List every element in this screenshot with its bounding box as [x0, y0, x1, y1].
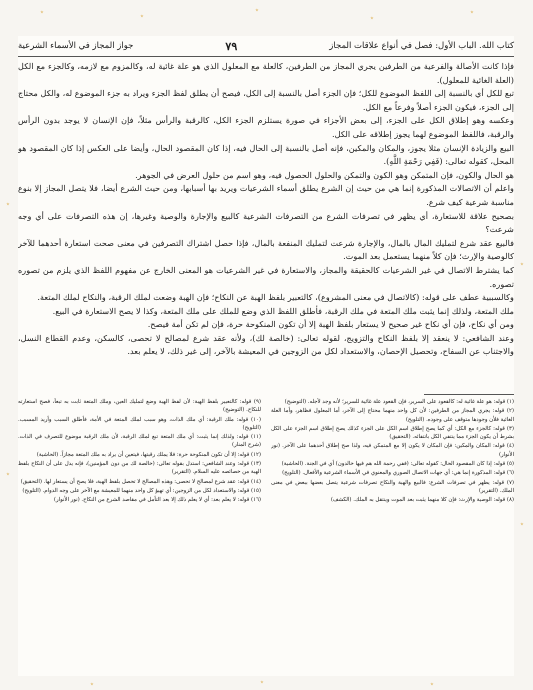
body-line: واعلم أن الاتصالات المذكورة إنما هي من حيث إن الشرع يطلق أسماء الشرعيات ويريد بها أسبابها، ومن حيث الشرع أيضا، فلا يتصل المجاز إلا بنوع مناسبة شرعية كيف شرع. [18, 183, 514, 207]
footnote: (٨) قوله: الوصية والإرث: فإن كلا منهما يثبت بعد الموت وينتقل به الملك. (الكشف) [330, 497, 514, 504]
watermark-mark: ٭ [370, 14, 374, 22]
watermark-mark: ٭ [260, 678, 264, 686]
page-number: ٧٩ [225, 39, 238, 53]
body-line: بصحيح علاقة للاستعارة، أي يظهر في تصرفات الشرع من التصرفات الشرعية كالبيع والإجارة والوصية وغيرها، إن هذه التصرفات على أي وجه شرعت؟ [18, 210, 514, 235]
footnote: (٩) قوله: كالتعبير بلفظ الهبة: لأن لفظ الهبة وضع لتمليك العين، وملك المتعة ثابت به تبعاً، فصح استعارته للنكاح. (التوضيح) [18, 399, 261, 414]
footnote: (١٢) قوله: إلا أن تكون المنكوحة حرة: فلا يملك رقبتها، فيتعين أن يراد به ملك المتعة مجازاً. (الحاشية) [36, 451, 261, 458]
body-line: تبع للكل أي بالنسبة إلى اللفظ الموضوع للكل؛ فإن الجزء أصل بالنسبة إلى الكل، فيصح أن يطلق لفظ الجزء ويراد به جزء الموضوع له، والكل محتاج إلى الجزء، فيكون الجزء أصلاً وفرعاً مع الكل. [18, 88, 514, 112]
footnote: (٤) قوله: المكان والمكين: فإن المكان لا يكون إلا مع المتمكن فيه، ولذا صح إطلاق أحدهما على الآخر. (نور الأنوار) [271, 443, 514, 458]
body-line: فالبيع عقد شرع لتمليك المال بالمال، والإجارة شرعت لتمليك المنفعة بالمال، فإذا حصل اشتراك التصرفين في معنى صحت استعارة أحدهما للآخر كالوصية والإرث؛ فإن كلاً منهما يستعمل بعد الموت. [18, 237, 514, 262]
footnote: (١٦) قوله: لا يعلم بعد: أي لا يعلم ذلك إلا بعد التأمل في مقاصد الشرع من النكاح. (نور الأنوار) [53, 497, 261, 504]
body-line: البيع والزيادة الإنسان مثلا يجوز، والمكان والمكين، فإنه أصل بالنسبة إلى الحال فيه، إذا كان المقصود الحال، وأيضا على العكس إذا كان المقصود هو المحل، كقوله تعالى: (فَفِي رَحْمَةِ اللَّهِ). [18, 142, 514, 167]
watermark-mark: ٭ [6, 200, 10, 208]
watermark-mark: ٭ [90, 680, 94, 688]
running-head-right: كتاب الله. الباب الأول: فصل في أنواع علاقات المجاز [329, 41, 514, 51]
footnote: (٧) قوله: يظهر في تصرفات الشرع: فالبيع والهبة والنكاح تصرفات شرعية يتصل بعضها ببعض في معنى الملك. (التقرير) [271, 479, 514, 494]
running-head-left: جواز المجاز في الأسماء الشرعية [18, 41, 134, 51]
body-line: هو الحال والكون، فإن المتمكن وهو الكون والتمكن والحلول الحصول فيه، وهو اسم من حلول العرض في الجوهر. [135, 169, 514, 180]
body-line: وعكسه وهو إطلاق الكل على الجزء، إلى بعض الأجزاء في صورة يستلزم الجزء الكل، كالرقبة والرأس مثلاً، فإن الإنسان لا يوجد بدون الرأس والرقبة، فاللفظ الموضوع لهما يجوز إطلاقه على الكل. [18, 115, 514, 139]
watermark-mark: ٭ [6, 470, 10, 478]
footnote-divider [424, 394, 514, 395]
footnote: (١٤) قوله: عقد شرع لمصالح لا تحصى: وهذه المصالح لا تحصل بلفظ الهبة، فلا يصح أن يستعار لها. (التحقيق) [20, 478, 261, 485]
footnotes [18, 398, 514, 668]
footnote: (٦) قوله: المذكورة إنما هي: أي جهات الاتصال الصوري والمعنوي في الأسماء الشرعية والأفعال. (التلويح) [282, 470, 514, 477]
main-text [18, 60, 514, 390]
footnote: (١) قوله: هو علة غائية له: كالقعود على السرير، فإن القعود علة غائية للسرير؛ لأنه وجد لأجله. (التوضيح) [284, 399, 514, 405]
watermark-mark: ٭ [255, 6, 259, 14]
footnote: (١٠) قوله: ملك الرقبة: أي ملك الذات، وهو سبب لملك المتعة في الأمة، فأطلق السبب وأريد المسبب. (التلويح) [18, 416, 261, 431]
watermark-mark: ٭ [520, 520, 524, 528]
footnote: (٢) قوله: يجري المجاز من الطرفين: لأن كل واحد منهما محتاج إلى الآخر، أما المعلول فظاهر، وأما العلة الغائية فلأن وجودها متوقف على وجوده. (التلويح) [271, 408, 514, 423]
footnote: (٥) قوله: إذا كان المقصود الحال: كقوله تعالى: (ففي رحمة الله هم فيها خالدون) أي في الجنة. (الحاشية) [281, 461, 514, 468]
footnote: (٣) قوله: كالجزء مع الكل: أي كما يصح إطلاق اسم الكل على الجزء كذلك يصح إطلاق اسم الجزء على الكل بشرط أن يكون الجزء مما ينتفي الكل بانتفائه. (التحقيق) [271, 425, 514, 441]
footnote: (١١) قوله: ولذلك إنما يثبت: أي ملك المتعة تبع لملك الرقبة، لأن ملك الرقبة موضوع للتصرف في الذات. (شرح المنار) [18, 434, 261, 449]
body-line: ملك المتعة، ولذلك إنما يثبت ملك المتعة في ملك الرقبة، فأطلق اللفظ الذي وضع للملك على ملك المتعة، وكذا لا يصح الاستعارة في البيع. [52, 305, 514, 316]
body-line: كما يشترط الاتصال في غير الشرعيات كالحقيقة والمجاز، والاستعارة في غير الشرعيات هو المعنى الخارج عن مفهوم اللفظ الذي يلزم من تصوره تصوره. [18, 264, 514, 289]
page-header [18, 36, 514, 57]
watermark-mark: ٭ [140, 12, 144, 20]
body-line: فإذا كانت الأصالة والفرعية من الطرفين يجري المجاز من الطرفين، كالعلة مع المعلول الذي هو علة غائية له، وكالمزوم مع لازمه، وكالجزء مع الكل (العلة الغائية للمعلول). [18, 61, 514, 85]
watermark-mark: ٭ [520, 260, 524, 268]
watermark-mark: ٭ [40, 8, 44, 16]
body-line: وكالسببية عطف على قوله: (كالاتصال في معنى المشروع)، كالتعبير بلفظ الهبة عن النكاح؛ فإن الهبة وضعت لملك الرقبة، والنكاح لملك المتعة. [37, 292, 514, 303]
book-page [18, 36, 514, 676]
watermark-mark: ٭ [430, 680, 434, 688]
footnote-column-left [18, 398, 261, 668]
footnote: (١٥) قوله: والاستعداد لكل من الزوجين: أي تهيؤ كل واحد منهما للمعيشة مع الآخر على وجه الدوام. (التلويح) [22, 487, 261, 494]
body-line: وعند الشافعي: لا ينعقد إلا بلفظ النكاح والتزويج، لقوله تعالى: (خالصة لك)، ولأنه عقد شرع لمصالح لا تحصى، كالسكن، وعدم القطاع النسل، والاجتناب عن السفاح، وتحصيل الإحصان، والاستعداد لكل من الزوجين في المعيشة بالآخر، إلى غير ذلك، لا يعلم بعد. [18, 332, 514, 357]
footnote-column-right [271, 398, 514, 668]
body-line: ومن أي نكاح، فإن أي نكاح غير صحيح لا يستعار بلفظ الهبة إلا أن تكون المنكوحة حرة، فإن لم تكن أمة فيصح. [147, 319, 514, 330]
watermark-mark: ٭ [470, 8, 474, 16]
footnote: (١٣) قوله: وعند الشافعي: استدل بقوله تعالى: (خالصة لك من دون المؤمنين)، فإنه يدل على أن النكاح بلفظ الهبة من خصائصه عليه السلام. (التقرير) [18, 461, 261, 476]
